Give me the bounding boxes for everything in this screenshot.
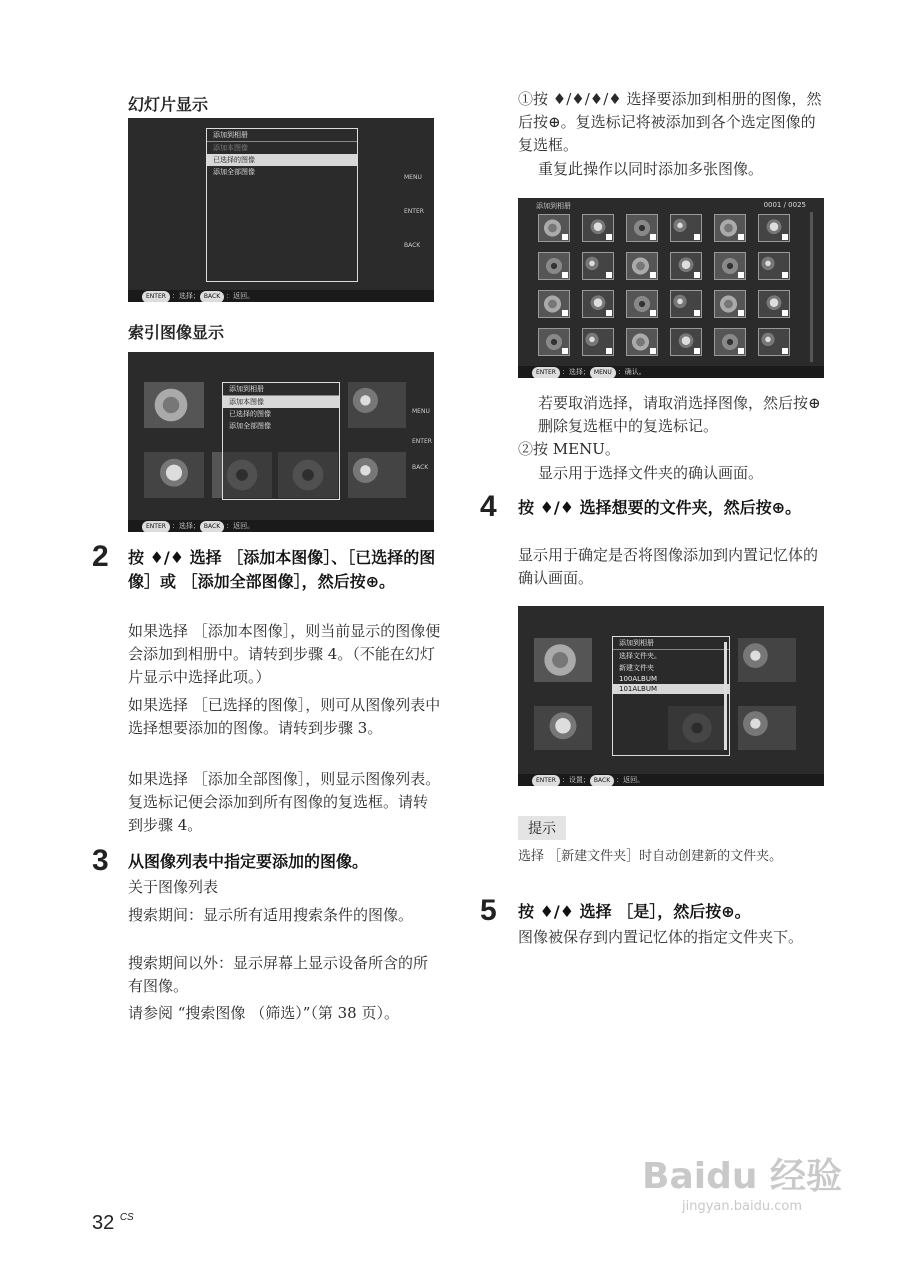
checkbox[interactable] xyxy=(694,348,700,354)
checkbox[interactable] xyxy=(606,272,612,278)
grid-thumbnail[interactable] xyxy=(626,328,658,356)
side-menu-label: MENU xyxy=(404,174,422,181)
menu-item[interactable]: 添加本图像 xyxy=(213,144,248,152)
step-title: 按 ♦/♦ 选择想要的文件夹，然后按⊕。 xyxy=(518,498,802,517)
bar-text: ：选择； xyxy=(561,368,590,376)
grid-thumbnail[interactable] xyxy=(582,214,614,242)
bar-text: ：选择； xyxy=(171,522,200,530)
checkbox[interactable] xyxy=(738,234,744,240)
step-title: 从图像列表中指定要添加的图像。 xyxy=(128,852,369,871)
grid-thumbnail[interactable] xyxy=(714,290,746,318)
grid-thumbnail[interactable] xyxy=(758,252,790,280)
checkbox[interactable] xyxy=(694,310,700,316)
step-number: 4 xyxy=(480,490,497,523)
menu-item: 选择文件夹。 xyxy=(619,652,661,660)
grid-thumbnail[interactable] xyxy=(670,214,702,242)
status-bar xyxy=(128,520,434,532)
checkbox[interactable] xyxy=(562,310,568,316)
scrollbar[interactable] xyxy=(810,212,813,362)
step-number: 5 xyxy=(480,894,497,927)
thumbnail xyxy=(738,638,796,682)
menu-item[interactable]: 已选择的图像 xyxy=(229,410,271,418)
menu-item[interactable]: 添加本图像 xyxy=(223,396,339,408)
grid-thumbnail[interactable] xyxy=(758,290,790,318)
menu-item[interactable]: 新建文件夹 xyxy=(619,664,654,672)
watermark-logo: Baidu 经验 xyxy=(642,1156,843,1197)
grid-thumbnail[interactable] xyxy=(582,328,614,356)
side-back-label: BACK xyxy=(412,464,429,471)
step-title: 按 ♦/♦ 选择 ［是］，然后按⊕。 xyxy=(518,902,751,921)
status-bar xyxy=(518,366,824,378)
thumbnail xyxy=(534,638,592,682)
tip-label: 提示 xyxy=(518,816,566,840)
grid-thumbnail[interactable] xyxy=(626,214,658,242)
paragraph: 图像被保存到内置记忆体的指定文件夹下。 xyxy=(518,928,804,946)
checkbox[interactable] xyxy=(782,348,788,354)
grid-thumbnail[interactable] xyxy=(758,328,790,356)
slideshow-title: 幻灯片显示 xyxy=(128,95,209,114)
grid-thumbnail[interactable] xyxy=(714,252,746,280)
grid-thumbnail[interactable] xyxy=(538,328,570,356)
thumbnail xyxy=(738,706,796,750)
checkbox[interactable] xyxy=(650,310,656,316)
checkbox[interactable] xyxy=(782,272,788,278)
enter-badge: ENTER xyxy=(532,367,560,378)
checkbox[interactable] xyxy=(606,348,612,354)
slideshow-screen xyxy=(128,118,434,302)
menu-item[interactable]: 添加全部图像 xyxy=(229,422,271,430)
checkbox[interactable] xyxy=(650,272,656,278)
index-screen xyxy=(128,352,434,532)
paragraph: 请参阅 “搜索图像 （筛选）”（第 38 页）。 xyxy=(128,1004,399,1022)
bar-text: ：确认。 xyxy=(617,368,646,376)
bar-text: ：设置； xyxy=(561,776,590,784)
checkbox[interactable] xyxy=(606,234,612,240)
bar-text: ：返回。 xyxy=(226,292,255,300)
checkbox[interactable] xyxy=(562,272,568,278)
image-list-screen xyxy=(518,198,824,378)
grid-thumbnail[interactable] xyxy=(670,252,702,280)
checkbox[interactable] xyxy=(738,310,744,316)
grid-thumbnail[interactable] xyxy=(582,290,614,318)
menu-item[interactable]: 添加全部图像 xyxy=(213,168,255,176)
grid-thumbnail[interactable] xyxy=(626,252,658,280)
paragraph: 如果选择 ［添加本图像］，则当前显示的图像便会添加到相册中。请转到步骤 4。（不能在幻灯片显示中选择此项。） xyxy=(128,622,441,686)
screen-title: 添加到相册 xyxy=(536,202,571,210)
album-menu xyxy=(206,128,358,282)
side-enter-label: ENTER xyxy=(404,208,424,215)
grid-thumbnail[interactable] xyxy=(538,252,570,280)
album-menu xyxy=(222,382,340,500)
side-enter-label: ENTER xyxy=(412,438,432,445)
checkbox[interactable] xyxy=(694,272,700,278)
step-number: 2 xyxy=(92,540,109,573)
page-num: 32 xyxy=(92,1212,115,1234)
enter-badge: ENTER xyxy=(142,291,170,302)
menu-badge: MENU xyxy=(590,367,616,378)
checkbox[interactable] xyxy=(562,234,568,240)
menu-title: 添加到相册 xyxy=(207,129,357,142)
checkbox[interactable] xyxy=(782,310,788,316)
index-title: 索引图像显示 xyxy=(128,323,225,342)
paragraph: 显示用于确定是否将图像添加到内置记忆体的确认画面。 xyxy=(518,546,819,587)
thumbnail xyxy=(534,706,592,750)
side-back-label: BACK xyxy=(404,242,421,249)
paragraph: 如果选择 ［添加全部图像］，则显示图像列表。复选标记便会添加到所有图像的复选框。请转到步骤 4。 xyxy=(128,770,441,834)
substep-note: 重复此操作以同时添加多张图像。 xyxy=(538,160,764,178)
paragraph: 如果选择 ［已选择的图像］，则可从图像列表中选择想要添加的图像。请转到步骤 3。 xyxy=(128,696,441,737)
side-menu-label: MENU xyxy=(412,408,430,415)
baidu-watermark xyxy=(642,1148,842,1214)
grid-thumbnail[interactable] xyxy=(670,328,702,356)
scrollbar[interactable] xyxy=(724,642,727,750)
grid-thumbnail[interactable] xyxy=(538,290,570,318)
checkbox[interactable] xyxy=(606,310,612,316)
page-number xyxy=(92,1212,134,1235)
menu-item[interactable]: 100ALBUM xyxy=(619,675,658,683)
grid-thumbnail[interactable] xyxy=(626,290,658,318)
bar-text: ：返回。 xyxy=(616,776,645,784)
image-counter: 0001 / 0025 xyxy=(763,201,806,209)
bar-text: ：选择； xyxy=(171,292,200,300)
lang-code: CS xyxy=(119,1212,134,1223)
back-badge: BACK xyxy=(200,291,224,302)
enter-badge: ENTER xyxy=(142,521,170,532)
grid-thumbnail[interactable] xyxy=(714,214,746,242)
step-number: 3 xyxy=(92,844,109,877)
substep-1: ①按 ♦/♦/♦/♦ 选择要添加到相册的图像，然后按⊕。复选标记将被添加到各个选定图像的复选框。 xyxy=(518,90,822,154)
status-bar xyxy=(128,290,434,302)
substep-note: 显示用于选择文件夹的确认画面。 xyxy=(538,464,764,482)
menu-item[interactable]: 已选择的图像 xyxy=(207,154,357,166)
checkbox[interactable] xyxy=(562,348,568,354)
substep-2: ②按 MENU。 xyxy=(518,440,620,458)
grid-thumbnail[interactable] xyxy=(670,290,702,318)
watermark-url: jingyan.baidu.com xyxy=(682,1199,802,1214)
tip-text: 选择 ［新建文件夹］时自动创建新的文件夹。 xyxy=(518,849,783,864)
back-badge: BACK xyxy=(200,521,224,532)
enter-badge: ENTER xyxy=(532,775,560,786)
menu-item[interactable]: 101ALBUM xyxy=(613,684,729,694)
grid-thumbnail[interactable] xyxy=(758,214,790,242)
folder-menu xyxy=(612,636,730,756)
paragraph: 搜索期间以外：显示屏幕上显示设备所含的所有图像。 xyxy=(128,954,429,995)
grid-thumbnail[interactable] xyxy=(714,328,746,356)
menu-title: 添加到相册 xyxy=(613,637,729,650)
thumbnail xyxy=(144,452,204,498)
checkbox[interactable] xyxy=(738,272,744,278)
grid-thumbnail[interactable] xyxy=(582,252,614,280)
status-bar xyxy=(518,774,824,786)
menu-title: 添加到相册 xyxy=(223,383,339,396)
thumbnail xyxy=(144,382,204,428)
step-title: 按 ♦/♦ 选择 ［添加本图像］、［已选择的图像］或 ［添加全部图像］，然后按⊕。 xyxy=(128,548,436,591)
checkbox[interactable] xyxy=(782,234,788,240)
checkbox[interactable] xyxy=(694,234,700,240)
paragraph: 关于图像列表 xyxy=(128,878,219,896)
back-badge: BACK xyxy=(590,775,614,786)
folder-select-screen xyxy=(518,606,824,786)
grid-thumbnail[interactable] xyxy=(538,214,570,242)
bar-text: ：返回。 xyxy=(226,522,255,530)
thumbnail xyxy=(348,382,406,428)
thumbnail xyxy=(348,452,406,498)
cancel-note: 若要取消选择，请取消选择图像，然后按⊕删除复选框中的复选标记。 xyxy=(538,394,821,435)
checkbox[interactable] xyxy=(650,348,656,354)
checkbox[interactable] xyxy=(738,348,744,354)
checkbox[interactable] xyxy=(650,234,656,240)
paragraph: 搜索期间：显示所有适用搜索条件的图像。 xyxy=(128,906,414,924)
